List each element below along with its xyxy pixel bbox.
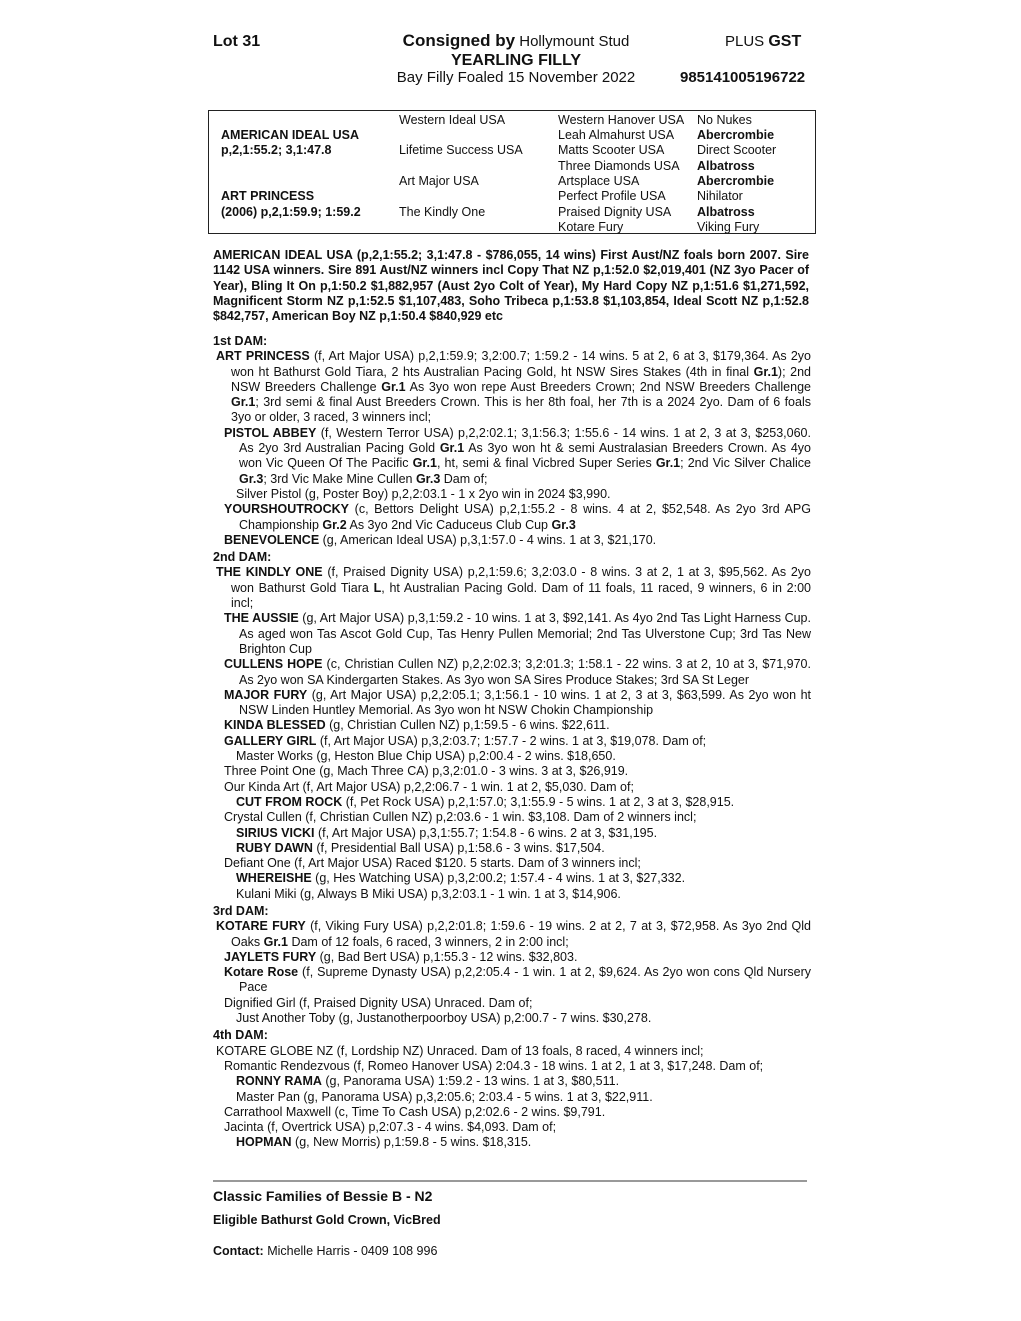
horse-details: Dignified Girl (f, Praised Dignity USA) Unraced. Dam of;: [224, 995, 533, 1010]
horse-details: Just Another Toby (g, Justanotherpoorboy USA) p,2:00.7 - 7 wins. $30,278.: [236, 1011, 652, 1026]
ped-g3-7: Praised Dignity USA: [558, 205, 672, 219]
family-entry: [213, 996, 811, 1011]
ped-g4-5: Abercrombie: [697, 174, 775, 188]
family-entry: [213, 1074, 811, 1089]
horse-name: KINDA BLESSED: [224, 718, 326, 733]
consigned-label: Consigned by: [402, 31, 516, 50]
ped-g3-3: Matts Scooter USA: [558, 143, 665, 157]
horse-details: (g, Christian Cullen NZ) p,1:59.5 - 6 wins. $22,611.: [325, 718, 610, 733]
family-entry: [213, 1090, 811, 1105]
dam-heading: 3rd DAM:: [213, 903, 269, 918]
family-entry: [213, 502, 811, 533]
family-entry: [213, 611, 811, 657]
ped-sire-record: p,2,1:55.2; 3,1:47.8: [221, 143, 332, 157]
horse-details: Crystal Cullen (f, Christian Cullen NZ) p,2:03.6 - 1 win. $3,108. Dam of 2 winners incl;: [224, 810, 697, 825]
family-entry: [213, 1120, 811, 1135]
ped-dam-record: (2006) p,2,1:59.9; 1:59.2: [221, 205, 361, 219]
sex-heading: YEARLING FILLY: [450, 52, 582, 69]
lot-number: Lot 31: [213, 33, 261, 50]
horse-details: (f, Pet Rock USA) p,2,1:57.0; 3,1:55.9 - 5 wins. 1 at 2, 3 at 3, $28,915.: [342, 794, 735, 809]
horse-details: (g, Art Major USA) p,2,2:05.1; 3,1:56.1 - 10 wins. 1 at 2, 3 at 3, $63,599. As 2yo won ht NSW Linden Huntley Memorial. As 3yo won ht NSW Chokin Championship: [239, 687, 811, 718]
ped-g2-1: Western Ideal USA: [399, 113, 506, 127]
family-entry: [213, 856, 811, 871]
horse-name: CUT FROM ROCK: [236, 794, 343, 809]
horse-details: (c, Christian Cullen NZ) p,2,2:02.3; 3,2:01.3; 1:58.1 - 22 wins. 3 at 2, 10 at 3, $71,970. As 2yo won SA Kindergarten Stakes. As 3yo won SA Sires Produce Stakes; 3rd SA St Leger: [239, 657, 811, 687]
family-entry: [213, 841, 811, 856]
horse-name: RONNY RAMA: [236, 1074, 322, 1089]
dam-heading: 4th DAM:: [213, 1028, 268, 1043]
family-entry: [213, 826, 811, 841]
family-entry: [213, 718, 811, 733]
horse-name: PISTOL ABBEY: [224, 425, 317, 440]
family-entry: [213, 487, 811, 502]
family-entry: [213, 919, 811, 950]
dam-heading: 1st DAM:: [213, 334, 268, 348]
horse-name: CULLENS HOPE: [224, 657, 323, 672]
family-entry: [213, 1105, 811, 1120]
ped-dam: ART PRINCESS: [221, 189, 315, 203]
family-entry: [213, 565, 811, 611]
horse-details: Kulani Miki (g, Always B Miki USA) p,3,2:03.1 - 1 win. 1 at 3, $14,906.: [236, 886, 621, 901]
horse-name: WHEREISHE: [236, 871, 312, 886]
horse-name: RUBY DAWN: [236, 840, 313, 855]
horse-details: (f, Art Major USA) p,3,2:03.7; 1:57.7 - 2 wins. 1 at 3, $19,078. Dam of;: [316, 733, 707, 748]
ped-g4-6: Nihilator: [697, 189, 743, 203]
horse-name: YOURSHOUTROCKY: [224, 502, 350, 517]
ped-g4-2: Abercrombie: [697, 128, 775, 142]
horse-details: Three Point One (g, Mach Three CA) p,3,2:01.0 - 3 wins. 3 at 3, $26,919.: [224, 764, 629, 779]
horse-details: (f, Art Major USA) p,3,1:55.7; 1:54.8 - 6 wins. 2 at 3, $31,195.: [314, 825, 658, 840]
horse-details: (g, Hes Watching USA) p,3,2:00.2; 1:57.4 - 4 wins. 1 at 3, $27,332.: [311, 871, 686, 886]
horse-name: JAYLETS FURY: [224, 949, 317, 964]
family-entry: [213, 688, 811, 719]
dam-heading: 2nd DAM:: [213, 550, 272, 565]
ped-g3-1: Western Hanover USA: [558, 113, 685, 127]
ped-g3-6: Perfect Profile USA: [558, 189, 666, 203]
family-entry: [213, 426, 811, 487]
ped-g3-5: Artsplace USA: [558, 174, 640, 188]
horse-details: Our Kinda Art (f, Art Major USA) p,2,2:06.7 - 1 win. 1 at 2, $5,030. Dam of;: [224, 779, 634, 794]
horse-details: Defiant One (f, Art Major USA) Raced $120. 5 starts. Dam of 3 winners incl;: [224, 856, 641, 871]
horse-details: (g, American Ideal USA) p,3,1:57.0 - 4 wins. 1 at 3, $21,170.: [319, 532, 657, 547]
family-entry: [213, 764, 811, 779]
family-entry: [213, 871, 811, 886]
family-entry: [213, 887, 811, 902]
horse-name: SIRIUS VICKI: [236, 825, 315, 840]
ped-g2-3: Art Major USA: [399, 174, 479, 188]
horse-name: BENEVOLENCE: [224, 532, 320, 547]
family-entry: [213, 657, 811, 688]
ped-g3-8: Kotare Fury: [558, 220, 624, 234]
horse-details: Carrathool Maxwell (c, Time To Cash USA) p,2:02.6 - 2 wins. $9,791.: [224, 1104, 606, 1119]
horse-details: (f, Praised Dignity USA) p,2,1:59.6; 3,2:03.0 - 8 wins. 3 at 2, 1 at 3, $95,562. As 2yo won Bathurst Gold Tiara L, ht Australian Pacing Gold. Dam of 11 foals, 11 raced, 9 winners, 6 in 2:00 incl;: [231, 565, 811, 611]
ped-g2-2: Lifetime Success USA: [399, 143, 523, 157]
horse-name: THE KINDLY ONE: [216, 565, 323, 580]
family-entry: [213, 965, 811, 996]
family-entry: [213, 533, 811, 548]
pedigree-table: [208, 110, 816, 234]
ped-g4-4: Albatross: [697, 159, 755, 173]
family-entry: [213, 349, 811, 425]
classic-family: Classic Families of Bessie B - N2: [213, 1188, 433, 1204]
horse-name: HOPMAN: [236, 1135, 292, 1150]
horse-name: Kotare Rose: [224, 965, 299, 980]
horse-name: ART PRINCESS: [216, 349, 310, 364]
family-entry: [213, 950, 811, 965]
horse-details: Master Pan (g, Panorama USA) p,3,2:05.6; 2:03.4 - 5 wins. 1 at 3, $22,911.: [236, 1089, 653, 1104]
family-entry: [213, 1011, 811, 1026]
horse-details: (f, Presidential Ball USA) p,1:58.6 - 3 wins. $17,504.: [312, 840, 605, 855]
family-entry: [213, 1135, 811, 1150]
horse-details: Jacinta (f, Overtrick USA) p,2:07.3 - 4 wins. $4,093. Dam of;: [224, 1120, 557, 1135]
ped-g4-1: No Nukes: [697, 113, 752, 127]
ped-sire: AMERICAN IDEAL USA: [221, 128, 359, 142]
eligibility: Eligible Bathurst Gold Crown, VicBred: [213, 1213, 441, 1227]
ped-g4-7: Albatross: [697, 205, 755, 219]
horse-details: Silver Pistol (g, Poster Boy) p,2,2:03.1 - 1 x 2yo win in 2024 $3,990.: [236, 486, 611, 501]
foaled-line: Bay Filly Foaled 15 November 2022: [396, 69, 636, 86]
family-entry: [213, 795, 811, 810]
family-entry: [213, 1059, 811, 1074]
contact-label: Contact:: [213, 1244, 264, 1258]
microchip-number: 985141005196722: [680, 69, 806, 86]
contact-value: Michelle Harris - 0409 108 996: [267, 1244, 438, 1258]
ped-g4-8: Viking Fury: [697, 220, 760, 234]
horse-details: (g, New Morris) p,1:59.8 - 5 wins. $18,315.: [291, 1135, 532, 1150]
horse-details: KOTARE GLOBE NZ (f, Lordship NZ) Unraced. Dam of 13 foals, 8 raced, 4 winners incl;: [216, 1043, 704, 1058]
family-section: [213, 332, 811, 1151]
horse-name: THE AUSSIE: [224, 611, 299, 626]
horse-details: (f, Western Terror USA) p,2,2:02.1; 3,1:56.3; 1:55.6 - 14 wins. 1 at 2, 3 at 3, $253,060. As 2yo 3rd Australian Pacing Gold Gr.1 As 3yo won ht & semi Australasian Breeders Crown. As 4yo won Vic Queen Of The Pacific Gr.1, ht, semi & final Vicbred Super Series Gr.1; 2nd Vic Silver Chalice Gr.3; 3rd Vic Make Mine Cullen Gr.3 Dam of;: [239, 425, 811, 486]
horse-details: (c, Bettors Delight USA) p,2,1:55.2 - 8 wins. 4 at 2, $52,548. As 2yo 3rd APG Championship Gr.2 As 3yo 2nd Vic Caduceus Club Cup Gr.3: [239, 502, 811, 532]
horse-name: GALLERY GIRL: [224, 733, 317, 748]
contact-line: [213, 1244, 437, 1258]
ped-g4-3: Direct Scooter: [697, 143, 777, 157]
sire-notes: AMERICAN IDEAL USA (p,2,1:55.2; 3,1:47.8 - $786,055, 14 wins) First Aust/NZ foals born 2007. Sire 1142 USA winners. Sire 891 Aust/NZ winners incl Copy That NZ p,1:52.0 $2,019,401 (NZ 3yo Pacer of Year), Bling It On p,1:50.2 $1,882,957 (Aust 2yo Colt of Year), My Hard Copy NZ p,1:51.6 $1,271,592, Magnificent Storm NZ p,1:52.5 $1,107,483, Soho Tribeca p,1:53.8 $1,103,854, Ideal Scott NZ p,1:52.8 $842,757, American Boy NZ p,1:50.4 $840,929 etc: [213, 248, 809, 324]
horse-details: Romantic Rendezvous (f, Romeo Hanover USA) 2:04.3 - 18 wins. 1 at 2, 1 at 3, $17,248. Dam of;: [224, 1058, 764, 1073]
family-entry: [213, 749, 811, 764]
consignor-name: Hollymount Stud: [519, 33, 630, 50]
horse-details: Master Works (g, Heston Blue Chip USA) p,2:00.4 - 2 wins. $18,650.: [236, 749, 616, 764]
horse-details: (f, Supreme Dynasty USA) p,2,2:05.4 - 1 win. 1 at 2, $9,624. As 2yo won cons Qld Nursery Pace: [239, 965, 811, 995]
horse-details: (g, Panorama USA) 1:59.2 - 13 wins. 1 at 3, $80,511.: [321, 1074, 620, 1089]
family-entry: [213, 780, 811, 795]
family-entry: [213, 734, 811, 749]
horse-name: MAJOR FURY: [224, 687, 308, 702]
family-entry: [213, 810, 811, 825]
horse-details: (g, Art Major USA) p,3,1:59.2 - 10 wins. 1 at 3, $92,141. As 4yo 2nd Tas Light Harness Cup. As aged won Tas Ascot Gold Cup, Tas Henry Pullen Memorial; 2nd Tas Ulverstone Cup; 3rd Tas New Brighton Cup: [239, 611, 811, 656]
consignor-line: [300, 31, 732, 51]
gst-note: PLUS GST: [725, 33, 802, 50]
divider: [213, 1180, 807, 1182]
family-entry: [213, 1044, 811, 1059]
horse-name: KOTARE FURY: [216, 919, 306, 934]
horse-details: (g, Bad Bert USA) p,1:55.3 - 12 wins. $32,803.: [316, 949, 578, 964]
horse-details: (f, Art Major USA) p,2,1:59.9; 3,2:00.7; 1:59.2 - 14 wins. 5 at 2, 6 at 3, $179,364. As 2yo won ht Bathurst Gold Tiara, 2 hts Australian Pacing Gold, ht NSW Sires Stakes (4th in final Gr.1); 2nd NSW Breeders Challenge Gr.1 As 3yo won repe Aust Breeders Crown; 2nd NSW Breeders Challenge Gr.1; 3rd semi & final Aust Breeders Crown. This is her 8th foal, her 7th is a 2024 2yo. Dam of 6 foals 3yo or older, 3 raced, 3 winners incl;: [231, 349, 811, 425]
ped-g3-4: Three Diamonds USA: [558, 159, 680, 173]
ped-g3-2: Leah Almahurst USA: [558, 128, 675, 142]
horse-details: (f, Viking Fury USA) p,2,2:01.8; 1:59.6 - 19 wins. 2 at 2, 7 at 3, $72,958. As 3yo 2nd Qld Oaks Gr.1 Dam of 12 foals, 6 raced, 3 winners, 2 in 2:00 incl;: [231, 919, 812, 949]
ped-g2-4: The Kindly One: [399, 205, 486, 219]
